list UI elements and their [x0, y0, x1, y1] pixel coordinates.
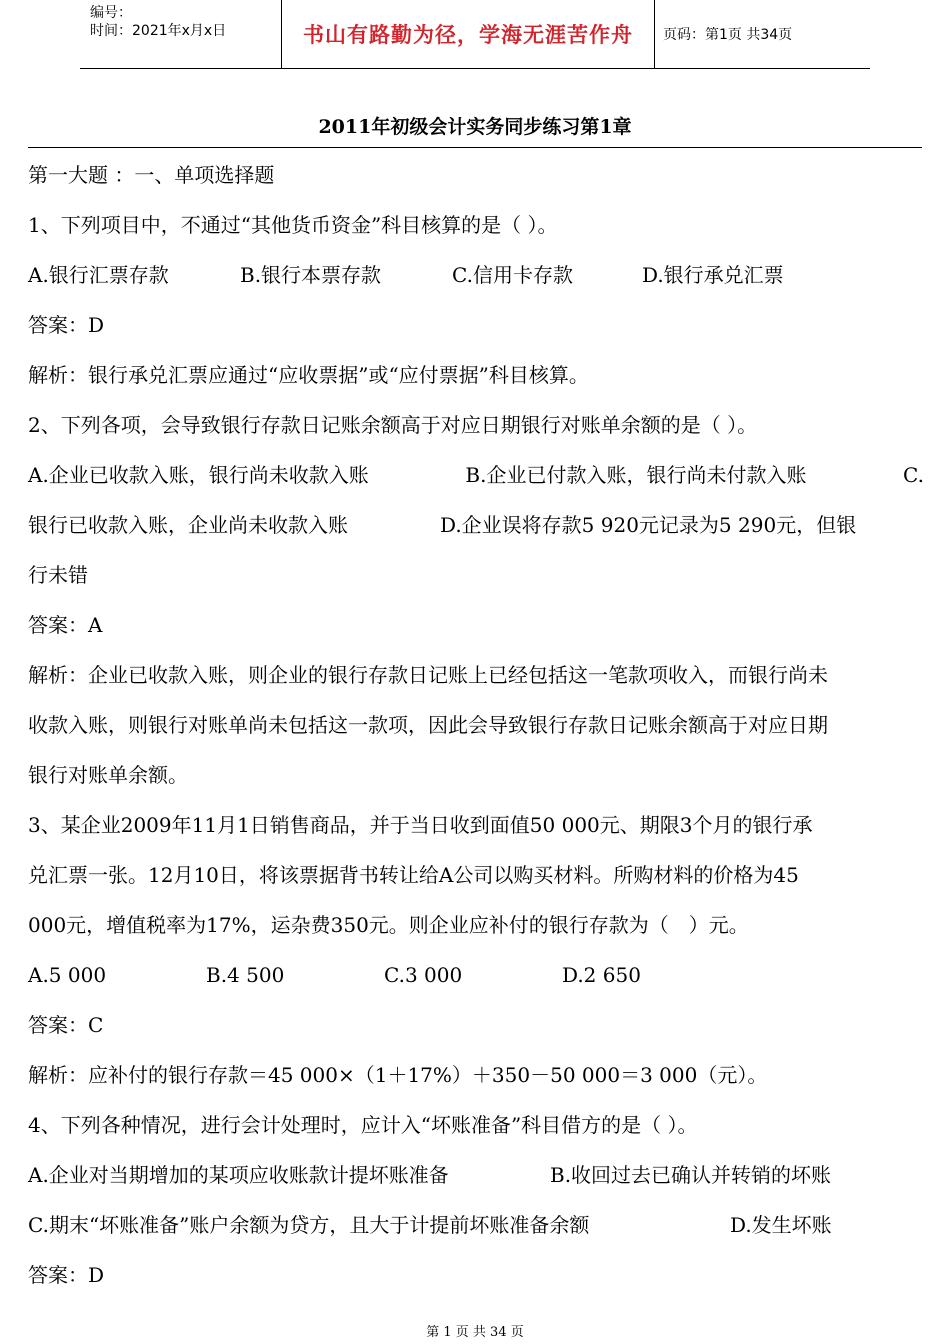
- q1-option-c: C.信用卡存款: [452, 263, 573, 287]
- q4-option-b: B.收回过去已确认并转销的坏账: [550, 1163, 832, 1187]
- document-body: [28, 150, 924, 1300]
- q1-answer: 答案：D: [28, 313, 105, 337]
- header-number-label: 编号：: [90, 5, 132, 21]
- q3-option-c: C.3 000: [384, 963, 463, 987]
- q2-option-c-prefix: C.: [903, 463, 924, 487]
- q4-answer: 答案：D: [28, 1263, 105, 1287]
- header-meta: [80, 0, 281, 68]
- q3-stem-3: 000元，增值税率为17%，运杂费350元。则企业应补付的银行存款为（ ）元。: [28, 913, 749, 937]
- q2-options-row-1: [28, 450, 924, 500]
- section-heading: 第一大题 ：一、单项选择题: [28, 163, 275, 187]
- q2-option-c: 银行已收款入账，企业尚未收款入账: [28, 513, 348, 537]
- title-divider: [28, 147, 922, 148]
- q2-option-a: A.企业已收款入账，银行尚未收款入账: [28, 463, 369, 487]
- q2-analysis-1: 解析：企业已收款入账，则企业的银行存款日记账上已经包括这一笔款项收入，而银行尚未: [28, 663, 828, 687]
- q3-options: [28, 950, 924, 1000]
- q4-option-d: D.发生坏账: [730, 1213, 832, 1237]
- q1-option-a: A.银行汇票存款: [28, 263, 169, 287]
- q3-option-a: A.5 000: [28, 963, 107, 987]
- page-header: [80, 0, 870, 69]
- header-page-info: 页码：第1页 共34页: [663, 27, 793, 43]
- q2-option-d-cont: 行未错: [28, 563, 88, 587]
- q4-options-row-1: [28, 1150, 924, 1200]
- q2-analysis-2: 收款入账，则银行对账单尚未包括这一款项，因此会导致银行存款日记账余额高于对应日期: [28, 713, 828, 737]
- q1-option-d: D.银行承兑汇票: [642, 263, 784, 287]
- q3-stem-2: 兑汇票一张。12月10日，将该票据背书转让给A公司以购买材料。所购材料的价格为45: [28, 863, 799, 887]
- q1-stem: 1、下列项目中，不通过“其他货币资金”科目核算的是（ ）。: [28, 213, 558, 237]
- q1-analysis: 解析：银行承兑汇票应通过“应收票据”或“应付票据”科目核算。: [28, 363, 589, 387]
- q4-options-row-2: [28, 1200, 924, 1250]
- document-title: 2011年初级会计实务同步练习第1章: [318, 116, 632, 138]
- q4-option-a: A.企业对当期增加的某项应收账款计提坏账准备: [28, 1163, 449, 1187]
- q3-stem-1: 3、某企业2009年11月1日销售商品，并于当日收到面值50 000元、期限3个月的银行承: [28, 813, 813, 837]
- q4-option-c: C.期末“坏账准备”账户余额为贷方，且大于计提前坏账准备余额: [28, 1213, 590, 1237]
- header-motto: 书山有路勤为径，学海无涯苦作舟: [281, 0, 655, 68]
- q3-option-b: B.4 500: [206, 963, 285, 987]
- page-footer: 第 1 页 共 34 页: [426, 1325, 524, 1340]
- q3-option-d: D.2 650: [562, 963, 641, 987]
- q2-option-d: D.企业误将存款5 920元记录为5 290元，但银: [440, 513, 857, 537]
- q2-analysis-3: 银行对账单余额。: [28, 763, 188, 787]
- q2-stem: 2、下列各项，会导致银行存款日记账余额高于对应日期银行对账单余额的是（ ）。: [28, 413, 758, 437]
- q1-option-b: B.银行本票存款: [240, 263, 382, 287]
- q2-options-row-2: [28, 500, 924, 550]
- q2-option-b: B.企业已付款入账，银行尚未付款入账: [465, 463, 807, 487]
- q4-stem: 4、下列各种情况，进行会计处理时，应计入“坏账准备”科目借方的是（ ）。: [28, 1113, 698, 1137]
- q3-answer: 答案：C: [28, 1013, 104, 1037]
- q1-options: [28, 250, 924, 300]
- q3-analysis: 解析：应补付的银行存款＝45 000×（1＋17%）＋350－50 000＝3 000（元）。: [28, 1063, 768, 1087]
- header-time-label: 时间：2021年x月x日: [90, 23, 227, 39]
- q2-answer: 答案：A: [28, 613, 103, 637]
